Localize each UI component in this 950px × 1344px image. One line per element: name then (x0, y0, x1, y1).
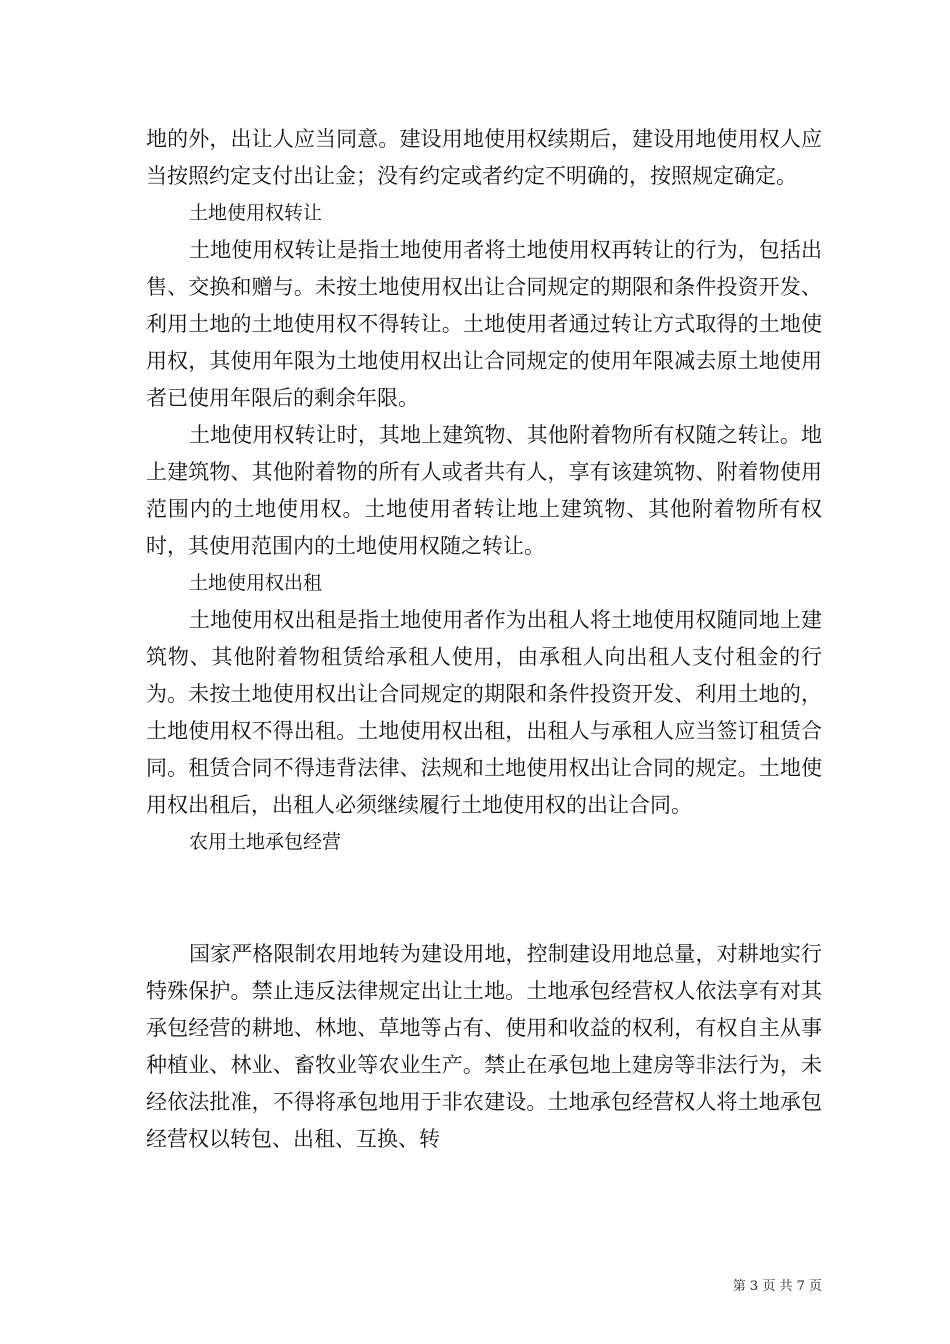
paragraph-agricultural-land: 国家严格限制农用地转为建设用地，控制建设用地总量，对耕地实行特殊保护。禁止违反法律规定出让土地。土地承包经营权人依法享有对其承包经营的耕地、林地、草地等占有、使用和收益的权利，有权自主从事种植业、林业、畜牧业等农业生产。禁止在承包地上建房等非法行为，未经依法批准，不得将承包地用于非农建设。土地承包经营权人将土地承包经营权以转包、出租、互换、转 (146, 942, 822, 1151)
section-heading-transfer: 土地使用权转让 (189, 202, 323, 224)
paragraph-gap (146, 861, 822, 936)
paragraph-transfer-definition: 土地使用权转让是指土地使用者将土地使用权再转让的行为，包括出售、交换和赠与。未按土地使用权出让合同规定的期限和条件投资开发、利用土地的土地使用权不得转让。土地使用者通过转让方式取得的土地使用权，其使用年限为土地使用权出让合同规定的使用年限减去原土地使用者已使用年限后的剩余年限。 (146, 238, 822, 410)
section-heading-lease: 土地使用权出租 (189, 572, 323, 594)
paragraph-transfer-buildings: 土地使用权转让时，其地上建筑物、其他附着物所有权随之转让。地上建筑物、其他附着物的所有人或者共有人，享有该建筑物、附着物使用范围内的土地使用权。土地使用者转让地上建筑物、其他附着物所有权时，其使用范围内的土地使用权随之转让。 (146, 423, 822, 558)
paragraph-continued: 地的外，出让人应当同意。建设用地使用权续期后，建设用地使用权人应当按照约定支付出让金；没有约定或者约定不明确的，按照规定确定。 (146, 127, 822, 188)
document-body (146, 121, 822, 1158)
section-heading-agricultural: 农用土地承包经营 (189, 831, 342, 853)
paragraph-lease-definition: 土地使用权出租是指土地使用者作为出租人将土地使用权随同地上建筑物、其他附着物租赁给承租人使用，由承租人向出租人支付租金的行为。未按土地使用权出让合同规定的期限和条件投资开发、利用土地的，土地使用权不得出租。土地使用权出租，出租人与承租人应当签订租赁合同。租赁合同不得违背法律、法规和土地使用权出让合同的规定。土地使用权出租后，出租人必须继续履行土地使用权的出让合同。 (146, 608, 822, 817)
page-number-footer: 第 3 页 共 7 页 (732, 1279, 822, 1294)
